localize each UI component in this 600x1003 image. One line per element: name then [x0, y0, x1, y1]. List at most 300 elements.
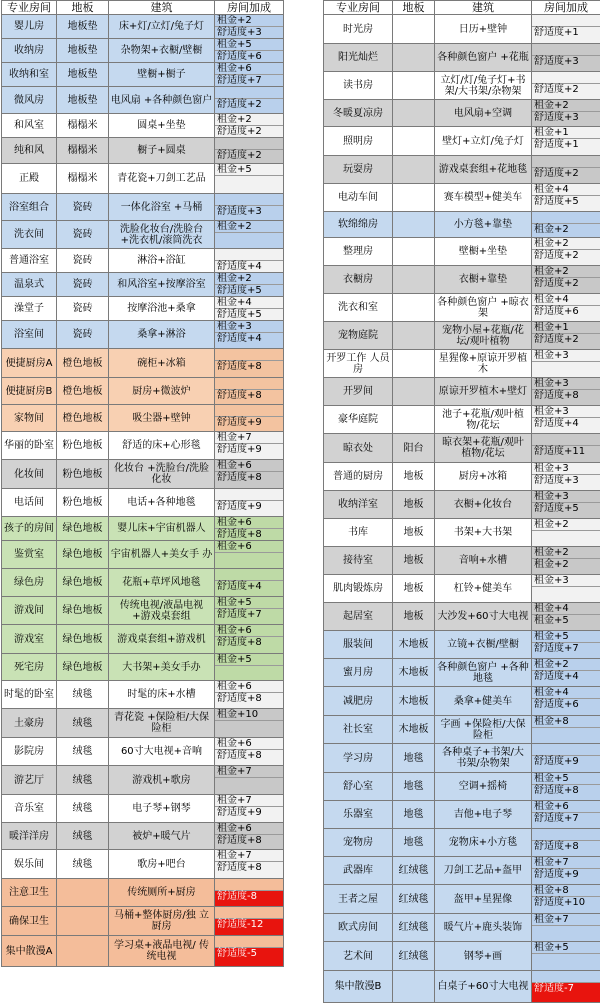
building-cell: 时髦的床+水槽 [109, 681, 215, 709]
bonus-line: 租金+4 [532, 184, 600, 196]
bonus-line: 租金+5 [215, 164, 283, 176]
floor-cell: 地毯 [393, 829, 435, 857]
bonus-cell [215, 39, 284, 63]
table-row [324, 156, 600, 184]
bonus-cell [215, 879, 284, 907]
room-name-cell: 微风房 [2, 87, 57, 114]
floor-cell: 绿色地板 [57, 517, 109, 541]
building-cell: 传统厕所+厨房 [109, 879, 215, 907]
room-name-cell: 影院房 [2, 738, 57, 766]
floor-cell [393, 266, 435, 294]
floor-cell: 绒毯 [57, 681, 109, 709]
floor-cell: 地板垫 [57, 87, 109, 114]
bonus-line: 租金+6 [215, 517, 283, 529]
table-row [2, 349, 284, 378]
bonus-cell [532, 406, 600, 434]
bonus-cell [532, 716, 600, 744]
floor-cell: 地板垫 [57, 39, 109, 63]
bonus-cell [532, 801, 600, 829]
bonus-line: 租金+6 [215, 681, 283, 693]
room-name-cell: 土豪房 [2, 709, 57, 738]
bonus-cell [532, 44, 600, 72]
table-row [324, 547, 600, 575]
bonus-line [532, 156, 600, 168]
room-name-cell: 玩耍房 [324, 156, 393, 184]
bonus-line: 舒适度+8 [532, 841, 600, 856]
table-row [324, 184, 600, 212]
room-name-cell: 起居室 [324, 603, 393, 631]
table-row [324, 575, 600, 603]
floor-cell: 地板 [393, 603, 435, 631]
room-name-cell: 死宅房 [2, 654, 57, 681]
header-floor: 地板 [393, 1, 435, 15]
bonus-line [215, 87, 283, 99]
bonus-line: 舒适度-12 [215, 919, 283, 935]
building-cell: 按摩浴池+桑拿 [109, 297, 215, 321]
building-cell: 婴儿床+宇宙机器人 [109, 517, 215, 541]
bonus-cell [215, 273, 284, 297]
bonus-line [215, 721, 283, 737]
bonus-line [532, 587, 600, 602]
floor-cell: 木地板 [393, 631, 435, 659]
header-room: 专业房间 [324, 1, 393, 15]
table-row [2, 517, 284, 541]
building-cell: 淋浴+浴缸 [109, 249, 215, 273]
bonus-line [532, 434, 600, 446]
room-name-cell: 王者之屋 [324, 885, 393, 914]
bonus-line: 租金+4 [532, 687, 600, 699]
room-name-cell: 集中散漫B [324, 971, 393, 1003]
bonus-line: 租金+5 [532, 773, 600, 785]
floor-cell: 榻榻米 [57, 164, 109, 194]
bonus-line: 租金+3 [532, 463, 600, 475]
bonus-line: 舒适度+2 [215, 99, 283, 113]
floor-cell: 瓷砖 [57, 297, 109, 321]
table-row [2, 569, 284, 597]
bonus-cell [215, 597, 284, 625]
building-cell: 宠物床+小方毯 [435, 829, 532, 857]
table-row [324, 744, 600, 773]
bonus-line: 租金+4 [532, 603, 600, 615]
room-name-cell: 服装间 [324, 631, 393, 659]
bonus-cell [215, 907, 284, 936]
table-row [2, 114, 284, 138]
table-row [324, 406, 600, 434]
room-name-cell: 软绵绵房 [324, 212, 393, 238]
floor-cell [57, 907, 109, 936]
room-name-cell: 绿色房 [2, 569, 57, 597]
bonus-line: 舒适度+7 [532, 643, 600, 658]
bonus-line: 租金+10 [215, 709, 283, 721]
bonus-line: 舒适度+1 [532, 27, 600, 43]
table-row [2, 625, 284, 654]
bonus-line [215, 378, 283, 390]
bonus-cell [215, 795, 284, 823]
floor-cell: 地板 [393, 575, 435, 603]
floor-cell [393, 156, 435, 184]
room-name-cell: 婴儿房 [2, 15, 57, 39]
bonus-line: 舒适度+4 [215, 581, 283, 596]
building-cell: 白桌子+60寸大电视 [435, 971, 532, 1003]
room-name-cell: 冬暖夏凉房 [324, 100, 393, 127]
floor-cell [393, 971, 435, 1003]
bonus-cell [532, 659, 600, 687]
bonus-line: 舒适度+5 [532, 503, 600, 518]
table-row [324, 212, 600, 238]
room-name-cell: 普通的厨房 [324, 463, 393, 491]
room-name-cell: 时光房 [324, 15, 393, 44]
table-row [324, 857, 600, 885]
bonus-cell [215, 489, 284, 517]
room-name-cell: 浴室组合 [2, 194, 57, 221]
header-building: 建筑 [109, 1, 215, 15]
room-name-cell: 舒心室 [324, 773, 393, 801]
bonus-line: 舒适度+2 [532, 168, 600, 183]
room-name-cell: 纯和风 [2, 138, 57, 164]
building-cell: 一体化浴室 +马桶 [109, 194, 215, 221]
floor-cell [57, 879, 109, 907]
floor-cell: 木地板 [393, 716, 435, 744]
building-cell: 刀剑工艺品+盔甲 [435, 857, 532, 885]
table-row [2, 221, 284, 249]
room-name-cell: 时髦的卧室 [2, 681, 57, 709]
building-cell: 电风扇 +各种颜色窗户 [109, 87, 215, 114]
bonus-cell [532, 378, 600, 406]
room-name-cell: 乐器室 [324, 801, 393, 829]
room-name-cell: 游戏室 [2, 625, 57, 654]
floor-cell [393, 322, 435, 350]
bonus-cell [215, 569, 284, 597]
table-row [2, 273, 284, 297]
building-cell: 马桶+整体厨房/独 立厨房 [109, 907, 215, 936]
table-row [2, 405, 284, 432]
bonus-line: 租金+3 [532, 575, 600, 587]
bonus-line: 舒适度+2 [215, 126, 283, 137]
table-row [324, 294, 600, 322]
bonus-line: 租金+7 [215, 795, 283, 807]
table-row [2, 654, 284, 681]
bonus-cell [532, 857, 600, 885]
bonus-line [532, 362, 600, 377]
bonus-cell [532, 547, 600, 575]
room-name-cell: 接待室 [324, 547, 393, 575]
floor-cell: 绒毯 [57, 850, 109, 879]
table-row [2, 823, 284, 850]
floor-cell: 地板 [393, 463, 435, 491]
building-cell: 衣橱+靠垫 [435, 266, 532, 294]
floor-cell: 木地板 [393, 659, 435, 687]
building-cell: 吉他+电子琴 [435, 801, 532, 829]
bonus-line [215, 405, 283, 417]
building-cell: 床+灯/立灯/兔子灯 [109, 15, 215, 39]
bonus-line: 舒适度+10 [532, 897, 600, 913]
building-cell: 游戏桌套组+花地毯 [435, 156, 532, 184]
building-cell: 星猩像+原谅开罗植 木 [435, 350, 532, 378]
bonus-cell [215, 221, 284, 249]
bonus-cell [532, 603, 600, 631]
building-cell: 桑拿+淋浴 [109, 321, 215, 349]
building-cell: 吸尘器+壁钟 [109, 405, 215, 432]
bonus-line: 租金+6 [532, 801, 600, 813]
bonus-cell [532, 15, 600, 44]
bonus-cell [215, 405, 284, 432]
table-row [2, 907, 284, 936]
building-cell: 宇宙机器人+美女手 办 [109, 541, 215, 569]
bonus-line: 舒适度+2 [215, 150, 283, 163]
bonus-line: 租金+2 [532, 238, 600, 250]
floor-cell: 瓷砖 [57, 273, 109, 297]
bonus-cell [532, 744, 600, 773]
floor-cell [393, 100, 435, 127]
bonus-cell [215, 378, 284, 405]
floor-cell: 红绒毯 [393, 942, 435, 971]
bonus-line: 租金+3 [215, 321, 283, 333]
building-cell: 杂物架+衣橱/壁橱 [109, 39, 215, 63]
bonus-line: 舒适度+9 [532, 869, 600, 884]
bonus-line: 舒适度+5 [532, 196, 600, 211]
bonus-cell [532, 631, 600, 659]
floor-cell: 红绒毯 [393, 857, 435, 885]
bonus-cell [215, 87, 284, 114]
bonus-line: 租金+2 [215, 15, 283, 27]
bonus-cell [532, 575, 600, 603]
bonus-cell [532, 294, 600, 322]
bonus-cell [532, 885, 600, 914]
table-row [324, 914, 600, 942]
bonus-line: 租金+2 [532, 659, 600, 671]
floor-cell: 地毯 [393, 801, 435, 829]
building-cell: 各种颜色窗户 +晾衣架 [435, 294, 532, 322]
bonus-cell [532, 519, 600, 547]
building-cell: 音响+水槽 [435, 547, 532, 575]
bonus-line [532, 829, 600, 841]
bonus-line [215, 666, 283, 680]
bonus-cell [532, 100, 600, 127]
bonus-line: 租金+6 [215, 823, 283, 835]
bonus-cell [215, 823, 284, 850]
bonus-line [215, 553, 283, 568]
bonus-line: 舒适度+9 [215, 444, 283, 459]
room-name-cell: 华丽的卧室 [2, 432, 57, 460]
building-cell: 各种桌子+书架/大 书架/杂物架 [435, 744, 532, 773]
bonus-line [215, 879, 283, 891]
floor-cell: 粉色地板 [57, 460, 109, 489]
table-row [2, 850, 284, 879]
building-cell: 大书架+美女手办 [109, 654, 215, 681]
floor-cell [393, 127, 435, 156]
room-name-cell: 宠物房 [324, 829, 393, 857]
room-name-cell: 肌肉锻炼房 [324, 575, 393, 603]
building-cell: 空调+摇椅 [435, 773, 532, 801]
floor-cell: 粉色地板 [57, 489, 109, 517]
building-cell: 游戏机+歌房 [109, 766, 215, 795]
building-cell: 钢琴+画 [435, 942, 532, 971]
floor-cell [393, 44, 435, 72]
table-row [324, 603, 600, 631]
room-name-cell: 注意卫生 [2, 879, 57, 907]
table-row [2, 709, 284, 738]
bonus-line: 租金+8 [532, 885, 600, 897]
room-name-cell: 减肥房 [324, 687, 393, 716]
table-row [324, 773, 600, 801]
table-row [2, 378, 284, 405]
building-cell: 桑拿+健美车 [435, 687, 532, 716]
table-row [324, 885, 600, 914]
room-name-cell: 化妆间 [2, 460, 57, 489]
bonus-cell [532, 942, 600, 971]
table-row [324, 100, 600, 127]
bonus-cell [532, 266, 600, 294]
room-name-cell: 晾衣处 [324, 434, 393, 463]
bonus-cell [215, 138, 284, 164]
table-row [324, 378, 600, 406]
bonus-line [532, 744, 600, 756]
bonus-line: 租金+2 [215, 114, 283, 126]
building-cell: 大沙发+60寸大电视 [435, 603, 532, 631]
floor-cell [57, 936, 109, 967]
bonus-line: 舒适度+7 [215, 75, 283, 86]
building-cell: 立镜+衣橱/壁橱 [435, 631, 532, 659]
floor-cell [393, 350, 435, 378]
table-row [324, 72, 600, 100]
floor-cell: 地板 [393, 519, 435, 547]
bonus-line [215, 138, 283, 150]
header-bonus: 房间加成 [532, 1, 600, 15]
bonus-cell [215, 321, 284, 349]
table-row [324, 238, 600, 266]
room-name-cell: 欧式房间 [324, 914, 393, 942]
bonus-cell [215, 936, 284, 967]
bonus-line: 租金+2 [532, 547, 600, 559]
bonus-line: 舒适度+9 [215, 807, 283, 822]
room-name-cell: 浴室间 [2, 321, 57, 349]
bonus-line: 舒适度+2 [532, 278, 600, 293]
bonus-line [215, 194, 283, 206]
building-cell: 游戏桌套组+游戏机 [109, 625, 215, 654]
room-name-cell: 学习房 [324, 744, 393, 773]
bonus-line [215, 233, 283, 248]
floor-cell: 绒毯 [57, 795, 109, 823]
room-name-cell: 集中散漫A [2, 936, 57, 967]
floor-cell: 橙色地板 [57, 349, 109, 378]
bonus-cell [215, 625, 284, 654]
floor-cell: 绒毯 [57, 823, 109, 850]
bonus-cell [215, 681, 284, 709]
building-cell: 日历+壁钟 [435, 15, 532, 44]
table-row [324, 15, 600, 44]
header-room: 专业房间 [2, 1, 57, 15]
room-name-cell: 温泉式 [2, 273, 57, 297]
room-name-cell: 开罗间 [324, 378, 393, 406]
room-name-cell: 确保卫生 [2, 907, 57, 936]
bonus-line: 租金+2 [532, 100, 600, 112]
bonus-cell [215, 63, 284, 87]
table-row [324, 127, 600, 156]
floor-cell: 地板 [393, 547, 435, 575]
bonus-line: 租金+7 [532, 914, 600, 926]
floor-cell [393, 72, 435, 100]
bonus-line: 舒适度+3 [215, 27, 283, 38]
floor-cell: 绿色地板 [57, 625, 109, 654]
bonus-line [532, 212, 600, 224]
building-cell: 字画 +保险柜/大保险柜 [435, 716, 532, 744]
bonus-cell [532, 156, 600, 184]
header-floor: 地板 [57, 1, 109, 15]
bonus-line: 舒适度+3 [532, 112, 600, 126]
table-row [2, 249, 284, 273]
table-row [2, 597, 284, 625]
building-cell: 立灯/灯/兔子灯+书 架/大书架/杂物架 [435, 72, 532, 100]
bonus-line: 租金+3 [532, 406, 600, 418]
building-cell: 赛车模型+健美车 [435, 184, 532, 212]
bonus-line: 舒适度+11 [532, 446, 600, 462]
bonus-line: 租金+7 [215, 850, 283, 862]
bonus-line: 舒适度+8 [532, 390, 600, 405]
bonus-line: 舒适度+5 [215, 285, 283, 296]
header-bonus: 房间加成 [215, 1, 284, 15]
building-cell: 小方毯+靠垫 [435, 212, 532, 238]
floor-cell: 地板 [393, 491, 435, 519]
bonus-cell [215, 850, 284, 879]
bonus-line: 舒适度+6 [532, 306, 600, 321]
table-row [324, 350, 600, 378]
table-row [2, 460, 284, 489]
table-row [324, 971, 600, 1003]
building-cell: 舒适的床+心形毯 [109, 432, 215, 460]
building-cell: 圆桌+坐垫 [109, 114, 215, 138]
building-cell: 传统电视/液晶电视 +游戏桌套组 [109, 597, 215, 625]
floor-cell: 红绒毯 [393, 885, 435, 914]
bonus-line [532, 926, 600, 941]
bonus-line [532, 15, 600, 27]
floor-cell: 绿色地板 [57, 541, 109, 569]
floor-cell: 绒毯 [57, 709, 109, 738]
floor-cell [393, 15, 435, 44]
bonus-line [215, 569, 283, 581]
room-name-cell: 社长室 [324, 716, 393, 744]
table-row [2, 489, 284, 517]
table-row [2, 15, 284, 39]
table-row [324, 519, 600, 547]
floor-cell: 阳台 [393, 434, 435, 463]
floor-cell: 瓷砖 [57, 249, 109, 273]
bonus-line: 租金+5 [532, 615, 600, 630]
table-row [2, 432, 284, 460]
bonus-line: 舒适度+2 [532, 334, 600, 349]
bonus-line: 舒适度+4 [215, 261, 283, 272]
room-name-cell: 整理房 [324, 238, 393, 266]
bonus-line: 舒适度+4 [532, 418, 600, 433]
bonus-line: 租金+5 [532, 631, 600, 643]
bonus-line [215, 907, 283, 919]
room-name-cell: 收纳房 [2, 39, 57, 63]
room-name-cell: 娱乐间 [2, 850, 57, 879]
building-cell: 橱子+圆桌 [109, 138, 215, 164]
bonus-line: 舒适度+1 [532, 139, 600, 155]
table-row [2, 87, 284, 114]
bonus-cell [215, 460, 284, 489]
bonus-line [532, 72, 600, 84]
room-name-cell: 便捷厨房A [2, 349, 57, 378]
left-room-table [1, 0, 284, 967]
bonus-line: 舒适度-8 [215, 891, 283, 906]
floor-cell: 瓷砖 [57, 221, 109, 249]
building-cell: 厨房+微波炉 [109, 378, 215, 405]
building-cell: 被炉+暖气片 [109, 823, 215, 850]
bonus-cell [215, 432, 284, 460]
building-cell: 盔甲+星猩像 [435, 885, 532, 914]
floor-cell: 绿色地板 [57, 597, 109, 625]
